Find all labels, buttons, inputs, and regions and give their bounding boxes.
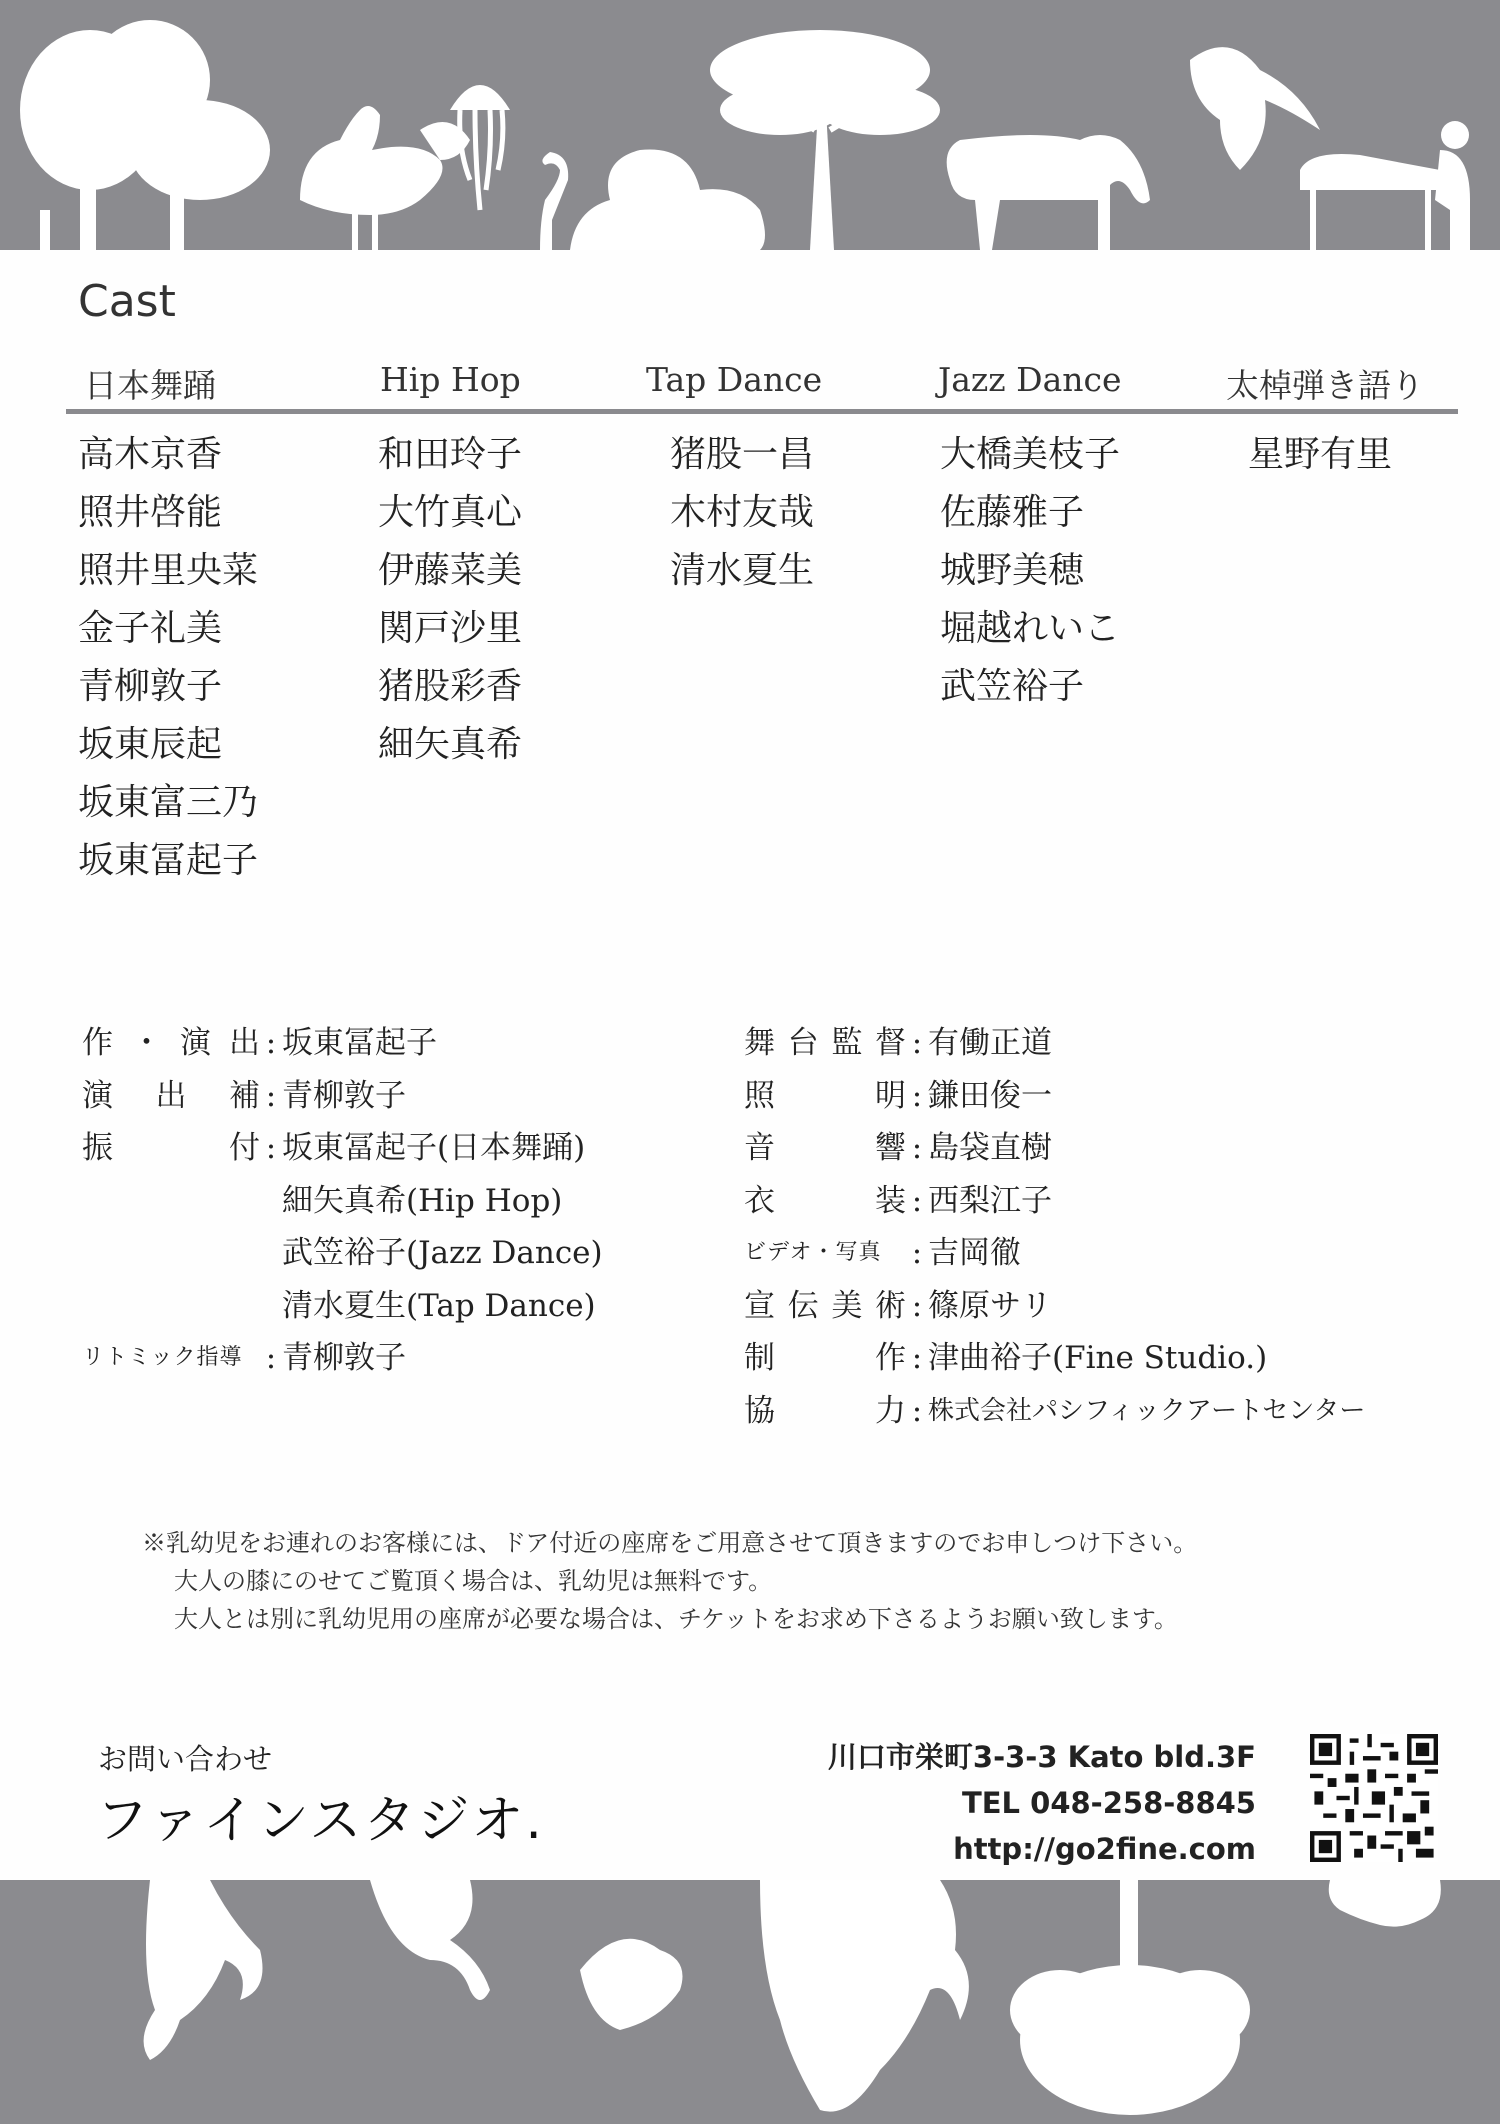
column-header-hip-hop: Hip Hop (380, 360, 521, 399)
cast-list-futozao (1248, 426, 1392, 484)
cast-name: 坂東冨起子 (78, 840, 259, 881)
cast-list-hip-hop (378, 426, 522, 774)
cast-title: Cast (78, 276, 176, 327)
credit-row (744, 1017, 1365, 1070)
column-header-nihon-buyo: 日本舞踊 (84, 366, 216, 405)
cast-name: 高木京香 (78, 434, 223, 475)
contact-label: お問い合わせ (98, 1742, 273, 1776)
credits-left (82, 1017, 603, 1385)
bottom-silhouettes (0, 1880, 1500, 2124)
credit-separator (260, 1175, 282, 1228)
credit-label: 宣伝美術 (744, 1287, 906, 1324)
qr-code[interactable] (1310, 1734, 1438, 1862)
credit-row (82, 1070, 603, 1123)
cast-list-tap-dance (670, 426, 814, 600)
credit-label: 音響 (744, 1130, 906, 1166)
credit-label (82, 1280, 260, 1333)
note-line: ※乳幼児をお連れのお客様には、ドア付近の座席をご用意させて頂きますのでお申しつけ下さい。 (142, 1529, 1198, 1557)
cast-name: 大竹真心 (378, 492, 523, 533)
column-header-futozao: 太棹弾き語り (1226, 366, 1424, 405)
credits-right (744, 1017, 1365, 1437)
credit-label: 舞台監督 (744, 1025, 906, 1061)
credit-row (744, 1122, 1365, 1175)
credit-separator: : (911, 1235, 923, 1271)
lion-silhouette (570, 150, 765, 251)
note-line: 大人とは別に乳幼児用の座席が必要な場合は、チケットをお求め下さるようお願い致します。 (174, 1605, 1178, 1633)
credit-separator: : (265, 1077, 277, 1114)
credit-value: 島袋直樹 (928, 1130, 1052, 1166)
credit-label: 演出補 (82, 1077, 260, 1114)
tree-reflection-silhouette (1010, 1880, 1250, 2115)
credit-value: 篠原サリ (928, 1287, 1052, 1324)
credit-separator: : (911, 1130, 923, 1166)
credit-separator: : (911, 1077, 923, 1114)
swan-silhouette (370, 1880, 490, 2000)
credit-label: リトミック指導 (82, 1345, 243, 1370)
top-silhouette-band (0, 0, 1500, 250)
monkey-silhouette (144, 1880, 263, 2060)
credit-value: 坂東冨起子 (282, 1025, 437, 1061)
cast-name: 城野美穂 (940, 550, 1085, 591)
credit-row (82, 1122, 603, 1175)
cast-name: 佐藤雅子 (940, 492, 1085, 533)
credit-separator: : (911, 1340, 923, 1376)
cast-name: 清水夏生 (670, 550, 815, 591)
column-header-jazz-dance: Jazz Dance (938, 360, 1122, 399)
tree-silhouette (20, 20, 270, 250)
cast-name: 照井里央菜 (78, 550, 259, 591)
elephant-silhouette (760, 1880, 969, 2112)
phone: TEL 048-258-8845 (961, 1786, 1256, 1820)
column-header-tap-dance: Tap Dance (646, 360, 823, 399)
cast-name: 木村友哉 (670, 492, 815, 533)
credit-label: 制作 (744, 1340, 906, 1376)
note-line: 大人の膝にのせてご覧頂く場合は、乳幼児は無料です。 (174, 1567, 773, 1595)
credit-row (82, 1017, 603, 1070)
jellyfish-silhouette (450, 85, 510, 210)
credit-label (82, 1227, 260, 1280)
credit-row (744, 1280, 1365, 1333)
cast-name: 照井啓能 (78, 492, 223, 533)
credit-row (744, 1175, 1365, 1228)
qr-code-icon (1310, 1734, 1438, 1862)
cast-name: 坂東富三乃 (78, 782, 259, 823)
credit-separator: : (265, 1340, 277, 1376)
giraffe-silhouette (1329, 1880, 1441, 1927)
credit-value: 細矢真希(Hip Hop) (282, 1182, 563, 1219)
credit-label: 衣装 (744, 1182, 906, 1219)
cast-name: 坂東辰起 (78, 724, 223, 765)
credit-value: 坂東冨起子(日本舞踊) (282, 1130, 586, 1166)
bottom-silhouette-band (0, 1880, 1500, 2124)
cast-name: 和田玲子 (378, 434, 523, 475)
credit-value: 青柳敦子 (282, 1077, 406, 1114)
credit-separator: : (911, 1392, 923, 1429)
cast-name: 金子礼美 (78, 608, 223, 649)
credit-value: 青柳敦子 (282, 1340, 406, 1376)
credit-separator: : (265, 1025, 277, 1061)
address: 川口市栄町3-3-3 Kato bld.3F (827, 1740, 1256, 1774)
studio-name: ファインスタジオ. (96, 1791, 544, 1851)
credit-value: 鎌田俊一 (928, 1077, 1052, 1114)
piano-player-silhouette (1300, 121, 1470, 250)
website-link[interactable]: http://go2fine.com (953, 1832, 1256, 1866)
credit-label: 協力 (744, 1392, 906, 1429)
credit-separator (260, 1227, 282, 1280)
credit-value: 津曲裕子(Fine Studio.) (928, 1340, 1268, 1376)
credit-label (82, 1175, 260, 1228)
credit-row (82, 1280, 603, 1333)
credit-separator: : (911, 1287, 923, 1324)
horse-silhouette (947, 135, 1150, 250)
cast-name: 青柳敦子 (78, 666, 223, 707)
pelican-silhouette (1190, 47, 1320, 170)
cast-name: 堀越れいこ (940, 608, 1121, 649)
credit-label: 作・演出 (82, 1025, 260, 1061)
cast-name: 武笠裕子 (940, 666, 1085, 707)
credit-value: 吉岡徹 (928, 1235, 1021, 1271)
cast-list-nihon-buyo (78, 426, 258, 890)
credit-row (744, 1385, 1365, 1438)
credit-value: 清水夏生(Tap Dance) (282, 1287, 596, 1324)
credit-label: 振付 (82, 1130, 260, 1166)
credit-row (744, 1227, 1365, 1280)
credit-separator: : (265, 1130, 277, 1166)
top-silhouettes (0, 0, 1500, 250)
cast-name: 細矢真希 (378, 724, 523, 765)
credit-separator (260, 1280, 282, 1333)
cast-name: 猪股彩香 (378, 666, 523, 707)
cast-name: 猪股一昌 (670, 434, 815, 475)
contact-details (828, 1734, 1256, 1872)
credit-row (82, 1332, 603, 1385)
cast-list-jazz-dance (940, 426, 1120, 716)
credit-separator: : (911, 1025, 923, 1061)
header-divider (66, 409, 1458, 414)
cast-name: 大橋美枝子 (940, 434, 1121, 475)
credit-label: 照明 (744, 1077, 906, 1114)
credit-row (744, 1070, 1365, 1123)
credit-separator: : (911, 1182, 923, 1219)
credit-value: 西梨江子 (928, 1182, 1052, 1219)
credit-row (744, 1332, 1365, 1385)
cast-name: 伊藤菜美 (378, 550, 523, 591)
flamingo-silhouette (540, 152, 568, 250)
rooster-silhouette (300, 106, 470, 250)
credit-value: 株式会社パシフィックアートセンター (928, 1395, 1366, 1426)
credit-row (82, 1175, 603, 1228)
angelfish-silhouette (580, 1939, 683, 2030)
infant-note (142, 1524, 1197, 1638)
cast-name: 星野有里 (1248, 434, 1393, 475)
credit-value: 武笠裕子(Jazz Dance) (282, 1235, 603, 1271)
credit-value: 有働正道 (928, 1025, 1052, 1061)
credit-label: ビデオ・写真 (744, 1240, 882, 1265)
credit-row (82, 1227, 603, 1280)
cast-name: 関戸沙里 (378, 608, 523, 649)
